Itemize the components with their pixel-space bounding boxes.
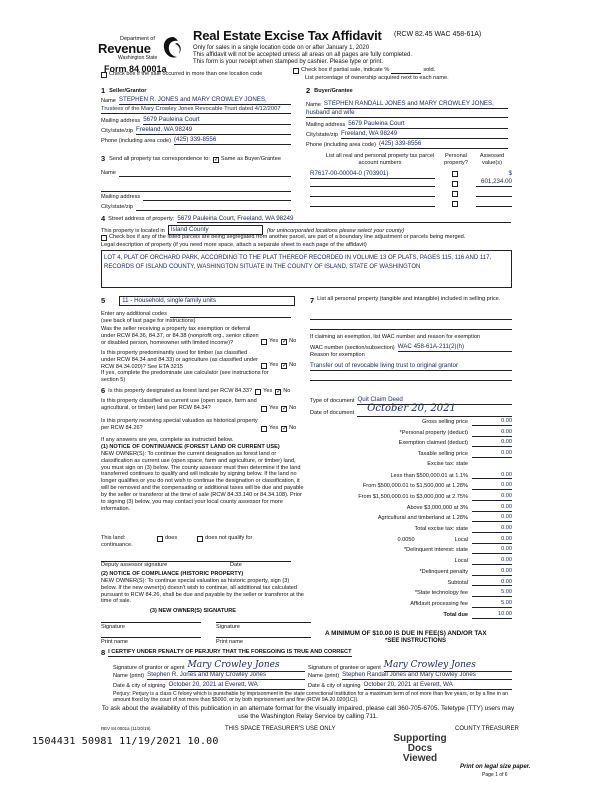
supporting-line1: Supporting: [393, 733, 447, 744]
seller-heading: 1 Seller/Grantor: [101, 86, 147, 95]
exemption-no-checkbox[interactable]: [281, 339, 287, 345]
supporting-docs-stamp: [390, 734, 450, 764]
notice1-text: NEW OWNER(S): To continue the current designation as forest land or classification as current use (open space, farm and agriculture, or timber) land, you must sign on (3) below. The county assessor must then determine if the land transferred continues to qualify and will indicate by signing below. If the land no longer qualifies or you do not wish to continue the designation or classification, it will be removed and the compensating or additional taxes will be due and payable by the seller or transferor at the time of sale (RCW 84.33.140 or 84.34.108). Prior to signing (3) below, you may contact your local county assessor for more information.: [101, 451, 304, 512]
land-use-row: 5 11 - Household, single family units: [101, 296, 295, 306]
reason-label: Reason for exemption: [310, 352, 365, 358]
corr-name-row: Name: [101, 170, 291, 177]
buyer-name2-field[interactable]: husband and wife: [306, 109, 508, 118]
grantor-date-row: Date & city of signing October 20, 2021 at Everett, WA: [113, 681, 305, 690]
personal-property-checkbox-4[interactable]: [452, 201, 458, 207]
dept-line1: Department of: [120, 36, 155, 42]
q-current-use: Is this property classified as current use (open space, farm and agricultural, or timber) land per RCW 84.34?: [101, 398, 257, 411]
dept-line2: Revenue: [98, 41, 151, 56]
tax-row: [310, 472, 512, 480]
see-back-note: (see back of last page for instructions): [101, 318, 196, 324]
tax-row-value[interactable]: 0.00: [472, 493, 512, 501]
tax-row-label: Excise tax: state: [427, 460, 468, 467]
tax-row-value[interactable]: 0.00: [472, 546, 512, 554]
corr-city-field[interactable]: [136, 205, 291, 211]
form-number: Form 84 0001a: [104, 64, 167, 74]
tax-row-label: Gross selling price: [421, 419, 468, 425]
county-select[interactable]: Island County: [168, 225, 263, 235]
buyer-phone-field[interactable]: (425) 339-8556: [379, 140, 508, 149]
partial-sale-label: Check box if partial sale, indicate %: [301, 67, 390, 73]
grantee-name-field[interactable]: Stephen Randall Jones and Mary Crowley Jones: [342, 671, 512, 680]
segregated-check[interactable]: [101, 234, 465, 241]
personal-property-checkbox-2[interactable]: [452, 181, 458, 187]
tax-row-value[interactable]: 0.00: [472, 482, 512, 490]
tax-row-label: Taxable selling price: [417, 451, 468, 458]
tax-row: [310, 461, 512, 468]
tax-row: [310, 579, 512, 587]
tax-row: [310, 439, 512, 447]
if-yes-note: If any answers are yes, complete as instructed below.: [101, 437, 234, 443]
certify-row: 8 I CERTIFY UNDER PENALTY OF PERJURY THAT THE FOREGOING IS TRUE AND CORRECT: [101, 648, 352, 657]
corr-mailing-field[interactable]: [143, 195, 291, 201]
tax-row: [310, 557, 512, 565]
doc-date-row: Date of document October 20, 2021: [310, 403, 512, 417]
q-exemption: Was the seller receiving a property tax exemption or deferral under RCW 84.36, 84.37, or 84.38 (nonprofit org., senior citizen or disabled person, homeowner with limited income)?: [101, 326, 259, 346]
tax-row-value[interactable]: 5.00: [472, 589, 512, 597]
sold-label: sold.: [423, 67, 436, 73]
tax-row: [310, 568, 512, 576]
tax-row-label: *Personal property (deduct): [399, 429, 468, 436]
tax-row-label: Exemption claimed (deduct): [398, 440, 468, 447]
tax-row-value[interactable]: 0.00: [472, 472, 512, 480]
form-title: Real Estate Excise Tax Affidavit: [193, 28, 382, 43]
current-use-no-checkbox[interactable]: [281, 406, 287, 412]
tax-row-value[interactable]: 0.00: [472, 525, 512, 533]
q-forest: 6 Is this property designated as forest land per RCW 84.33? Yes ✓ No: [101, 386, 290, 395]
parcel-number-field[interactable]: R7617-00-00004-0 (703901): [310, 170, 435, 179]
reason-field[interactable]: Transfer out of revocable living trust to original grantor: [310, 362, 512, 371]
tax-row: [310, 589, 512, 597]
treasurer-stamp: 1504431 50981 11/19/2021 10.00: [32, 736, 219, 747]
does-not-qualify-checkbox[interactable]: [197, 536, 203, 542]
same-as-buyer-checkbox[interactable]: [213, 157, 219, 163]
notice1-title: (1) NOTICE OF CONTINUANCE (FOREST LAND OR CURRENT USE): [101, 444, 280, 450]
new-owner-print-label-1: Print name: [101, 639, 129, 645]
parcel-number-field-2[interactable]: [310, 181, 435, 187]
grantee-name-row: Name (print) Stephen Randall Jones and Mary Crowley Jones: [308, 671, 512, 680]
new-owner-sig-label-2: Signature: [216, 624, 240, 630]
parcel-number-field-4[interactable]: [310, 201, 435, 207]
parcel-number-field-3[interactable]: [310, 191, 435, 197]
tax-row: [310, 611, 512, 619]
forest-yes-checkbox[interactable]: [255, 389, 261, 395]
corr-city-row: City/state/zip: [101, 204, 291, 211]
grantor-date-field[interactable]: October 20, 2021 at Everett, WA: [169, 681, 305, 690]
tax-row: [310, 514, 512, 522]
buyer-name-row: Name STEPHEN RANDALL JONES and MARY CROWLEY JONES,: [306, 100, 508, 109]
tax-row: [310, 600, 512, 608]
tax-row: [310, 418, 512, 426]
tax-row-value[interactable]: 0.00: [472, 450, 512, 458]
partial-sale-checkbox[interactable]: [293, 68, 299, 74]
tax-row-label: Above $3,000,000 at 3%: [406, 504, 468, 511]
wac-intro: If claiming an exemption, list WAC number and reason for exemption: [310, 334, 481, 340]
tax-row-label: *Delinquent interest: state: [403, 547, 468, 554]
tax-row-label: Local: [454, 558, 468, 565]
buyer-phone-row: Phone (including area code) (425) 339-8556: [306, 140, 508, 149]
segregated-label: Check box if any of the listed parcels are being segregated from another parcel, are part of a boundary line adjustment or parcels being merged.: [109, 234, 466, 240]
multi-location-checkbox[interactable]: [101, 72, 107, 78]
personal-property-checkbox-1[interactable]: [452, 171, 458, 177]
tax-row: [310, 536, 512, 544]
tax-row-value[interactable]: 0.00: [472, 439, 512, 447]
new-owner-sig-label-1: Signature: [101, 624, 125, 630]
tax-row-label: Affidavit processing fee: [410, 600, 468, 607]
notice2-text: NEW OWNER(S): To continue special valuation as historic property, sign (3) below. If the new owner(s) doesn't wish to continue, all additional tax calculated pursuant to RCW 84.26, shall be due and payable by the seller or transferor at the time of sale.: [101, 578, 305, 605]
q-timber-note: If yes, complete the predominate use calculator (see instructions for section 5): [101, 370, 269, 383]
buyer-mailing-field[interactable]: 5679 Pauleina Court: [348, 120, 508, 129]
tax-row-label: Less than $500,000.01 at 1.1%: [390, 472, 468, 479]
tax-row-label: Total excise tax: state: [414, 526, 468, 532]
tax-row-label: *Delinquent penalty: [419, 568, 468, 575]
form-rcw: (RCW 82.45 WAC 458-61A): [394, 31, 482, 38]
multi-location-label: Check box if the sale occurred in more than one location code: [109, 71, 263, 77]
q-current-use-answer: Yes ✓ No: [261, 405, 296, 412]
corr-mailing-row: Mailing address: [101, 194, 291, 201]
same-as-buyer-label: Same as Buyer/Grantee: [220, 156, 281, 163]
corr-name-field[interactable]: [119, 171, 291, 177]
additional-codes-row: Enter any additional codes: [101, 311, 291, 318]
tax-row: [310, 546, 512, 554]
tax-row-label: From $1,500,000.01 to $3,000,000 at 2.75%: [358, 493, 468, 500]
tax-row-value[interactable]: 10.00: [472, 611, 512, 619]
tax-row-value[interactable]: 0.00: [472, 504, 512, 512]
forest-no-checkbox[interactable]: [275, 389, 281, 395]
tax-row: [310, 429, 512, 437]
notice-1: Only for sales in a single location code on or after January 1, 2020: [193, 45, 370, 51]
perjury-text: Perjury: Perjury is a class C felony which is punishable by imprisonment in the state correctional institution for a maximum term of not more than five years, or by a fine in an amount fixed by the court of not more than $5000, or by both imprisonment and fine (RCW 9A.20.020(1C)).: [113, 691, 508, 704]
unincorporated-note: (for unincorporated locations please select your county): [266, 227, 405, 234]
grantee-date-row: Date & city of signing October 20, 2021 at Everett, WA: [308, 681, 512, 690]
historic-yes-checkbox[interactable]: [261, 426, 267, 432]
tax-row-value[interactable]: 0.00: [472, 418, 512, 426]
seller-city-row: City/state/zip Freeland, WA 98249: [101, 126, 291, 135]
partial-note: List percentage of ownership acquired next to each name.: [305, 75, 449, 81]
buyer-heading: 2 Buyer/Grantee: [306, 86, 353, 95]
corr-name2-field[interactable]: [101, 186, 291, 192]
doc-type-field[interactable]: Quit Claim Deed: [357, 396, 512, 405]
parcels-col2: Personal property?: [444, 153, 468, 166]
tax-row-label: From $500,000.01 to $1,500,000 at 1.28%: [362, 483, 468, 490]
tax-row-label: Total due: [443, 611, 468, 618]
deputy-label: Deputy assessor signature: [101, 562, 168, 568]
wac-field[interactable]: WAC 458-61A-211(2)(h): [398, 343, 512, 352]
buyer-mailing-row: Mailing address 5679 Pauleina Court: [306, 120, 508, 129]
seller-phone-field[interactable]: (425) 339-8556: [174, 136, 291, 145]
new-owner-sig-title: (3) NEW OWNER(S) SIGNATURE: [150, 608, 236, 614]
tax-row: [310, 482, 512, 490]
tax-row-value[interactable]: 0.00: [472, 536, 512, 544]
new-owner-print-field-2[interactable]: [216, 632, 311, 638]
buyer-city-field[interactable]: Freeland, WA 98249: [341, 130, 508, 139]
tax-row: [310, 493, 512, 501]
exemption-yes-checkbox[interactable]: [261, 339, 267, 345]
q-historic: Is this property receiving special valuation as historical property per RCW 84.26?: [101, 418, 258, 431]
personal-property-checkbox-3[interactable]: [452, 191, 458, 197]
seller-name-field[interactable]: STEPHEN R. JONES and MARY CROWLEY JONES,: [119, 96, 291, 105]
assessed-value-field-2[interactable]: [476, 181, 512, 187]
tax-row-label: Subtotal: [447, 579, 468, 586]
parcels-col3: Assessed value(s): [479, 153, 505, 166]
seller-name2-field[interactable]: Trustees of the Mary Crowley Jones Revocable Trust dated 4/12/2007: [101, 106, 291, 114]
segregated-checkbox[interactable]: [101, 235, 107, 241]
legal-size-note: Print on legal size paper.: [460, 764, 531, 770]
seller-mailing-row: Mailing address 5679 Pauleina Court: [101, 116, 291, 125]
wac-row: WAC number (section/subsection) WAC 458-61A-211(2)(h): [310, 343, 512, 352]
partial-percent-field[interactable]: [391, 68, 421, 74]
tax-row-value[interactable]: 0.00: [472, 557, 512, 565]
treasurer-only: THIS SPACE TREASURER'S USE ONLY: [225, 726, 336, 732]
see-instructions: *SEE INSTRUCTIONS: [385, 638, 447, 644]
local-rate-value: 0.0050: [397, 536, 415, 543]
located-row: This property is located in Island County (for unincorporated locations please select your county): [101, 226, 405, 234]
grantee-signature-field[interactable]: Mary Crowley Jones: [384, 660, 512, 672]
notice-2: This affidavit will not be accepted unless all areas on all pages are fully completed.: [193, 52, 413, 58]
street-row: 4 Street address of property: 5679 Pauleina Court, Freeland, WA 98249: [101, 214, 511, 223]
seller-city-field[interactable]: Freeland, WA 98249: [136, 126, 291, 135]
buyer-name-field[interactable]: STEPHEN RANDALL JONES and MARY CROWLEY JONES,: [324, 100, 508, 109]
parcels-col1: List all real and personal property tax parcel account numbers: [325, 153, 435, 166]
continuance-label: continuance.: [101, 542, 133, 548]
historic-no-checkbox[interactable]: [281, 426, 287, 432]
supporting-line2: Docs Viewed: [402, 743, 438, 764]
q-timber-answer: Yes ✓ No: [261, 362, 296, 369]
legal-description-field[interactable]: LOT 4, PLAT OF ORCHARD PARK, ACCORDING TO THE PLAT THEREOF RECORDED IN VOLUME 13 OF PLATS, PAGES 115, 116 AND 117, RECORDS OF ISLAND COUNTY, WASHINGTON SITUATE IN THE COUNTY OF ISLAND, STATE OF WASHINGTON: [101, 250, 512, 288]
grantor-sig-row: Signature of grantor or agent Mary Crowley Jones: [113, 660, 305, 672]
new-owner-sig-field-1[interactable]: [101, 617, 201, 623]
seller-name-row: Name STEPHEN R. JONES and MARY CROWLEY JONES,: [101, 96, 291, 105]
q-historic-answer: Yes ✓ No: [261, 425, 296, 432]
tax-row: [310, 450, 512, 458]
new-owner-print-label-2: Print name: [216, 639, 244, 645]
tax-row: [310, 525, 512, 533]
grantee-sig-row: Signature of grantee or agent Mary Crowley Jones: [308, 660, 512, 672]
notice-3: This form is your receipt when stamped by cashier. Please type or print.: [193, 59, 384, 65]
multi-location-check[interactable]: [101, 71, 262, 78]
grantee-date-field[interactable]: October 20, 2021 at Everett, WA: [364, 681, 512, 690]
new-owner-print-field-1[interactable]: [101, 632, 201, 638]
tax-row-value[interactable]: 0.00: [472, 568, 512, 576]
grantor-signature-field[interactable]: Mary Crowley Jones: [188, 660, 305, 672]
tax-row-value[interactable]: 5.00: [472, 600, 512, 608]
does-qualify-checkbox[interactable]: [157, 536, 163, 542]
assessed-value-field[interactable]: $ 601,234.00: [476, 170, 512, 187]
tax-row-value[interactable]: 0.00: [472, 579, 512, 587]
street-address-field[interactable]: 5679 Pauleina Court, Freeland, WA 98249: [177, 215, 511, 224]
deputy-date-label: Date: [230, 562, 242, 568]
buyer-city-row: City/state/zip Freeland, WA 98249: [306, 130, 508, 139]
q-timber: Is this property predominantly used for timber (as classified under RCW 84.34 and 84.33) or agriculture (as classified under RCW 84.34.020)? See ETA 3215: [101, 350, 259, 370]
dor-emblem-icon: [162, 36, 184, 60]
land-use-select[interactable]: 11 - Household, single family units: [119, 296, 295, 306]
tax-row-value[interactable]: 0.00: [472, 514, 512, 522]
personal-property-field-1[interactable]: [310, 314, 512, 320]
timber-yes-checkbox[interactable]: [261, 363, 267, 369]
timber-no-checkbox[interactable]: [281, 363, 287, 369]
personal-property-field-2[interactable]: [310, 324, 512, 330]
tax-row: [310, 504, 512, 512]
legal-label: Legal description of property (if you need more space, attach a separate sheet to each page of the affidavit): [101, 242, 367, 248]
q-exemption-answer: Yes ✓ No: [261, 338, 296, 345]
correspondence-heading: 3 Send all property tax correspondence to: ✓ Same as Buyer/Grantee: [101, 154, 281, 163]
dept-line3: Washington State: [118, 55, 158, 61]
page-number: Page 1 of 6: [482, 772, 508, 778]
notice2-title: (2) NOTICE OF COMPLIANCE (HISTORIC PROPERTY): [101, 571, 244, 577]
seller-mailing-field[interactable]: 5679 Pauleina Court: [143, 116, 291, 125]
seller-phone-row: Phone (including area code) (425) 339-8556: [101, 136, 291, 145]
rev-code: REV 84 0001a (11/20/19): [101, 726, 151, 731]
qualify-row: This land: does does not qualify for: [101, 535, 253, 541]
alternate-format-text: To ask about the availability of this publication in an alternate format for the visually impaired, please call 360-705-6705. Teletype (TTY) users may use the Washington Relay Service by calling 711.: [101, 705, 515, 720]
doc-date-field[interactable]: October 20, 2021: [357, 403, 512, 417]
tax-row-value[interactable]: 0.00: [472, 429, 512, 437]
grantor-name-row: Name (print) Stephen R. Jones and Mary Crowley Jones: [113, 671, 305, 680]
reason-field-2[interactable]: [310, 375, 512, 381]
minimum-due: A MINIMUM OF $10.00 IS DUE IN FEE(S) AND/OR TAX: [325, 630, 487, 637]
doc-type-row: Type of document Quit Claim Deed: [310, 396, 512, 405]
tax-row-label: Agricultural and timberland at 1.28%: [377, 515, 468, 522]
tax-row-label: *State technology fee: [414, 590, 468, 597]
personal-property-heading: 7 List all personal property (tangible and intangible) included in selling price.: [310, 296, 501, 305]
assessed-value-field-4[interactable]: [476, 201, 512, 207]
county-treasurer: COUNTY TREASURER: [455, 726, 519, 732]
grantor-name-field[interactable]: Stephen R. Jones and Mary Crowley Jones: [147, 671, 305, 680]
current-use-yes-checkbox[interactable]: [261, 406, 267, 412]
assessed-value-field-3[interactable]: [476, 191, 512, 197]
new-owner-sig-field-2[interactable]: [216, 617, 311, 623]
tax-row-label: Local: [454, 536, 468, 543]
partial-sale-check[interactable]: [293, 67, 435, 74]
